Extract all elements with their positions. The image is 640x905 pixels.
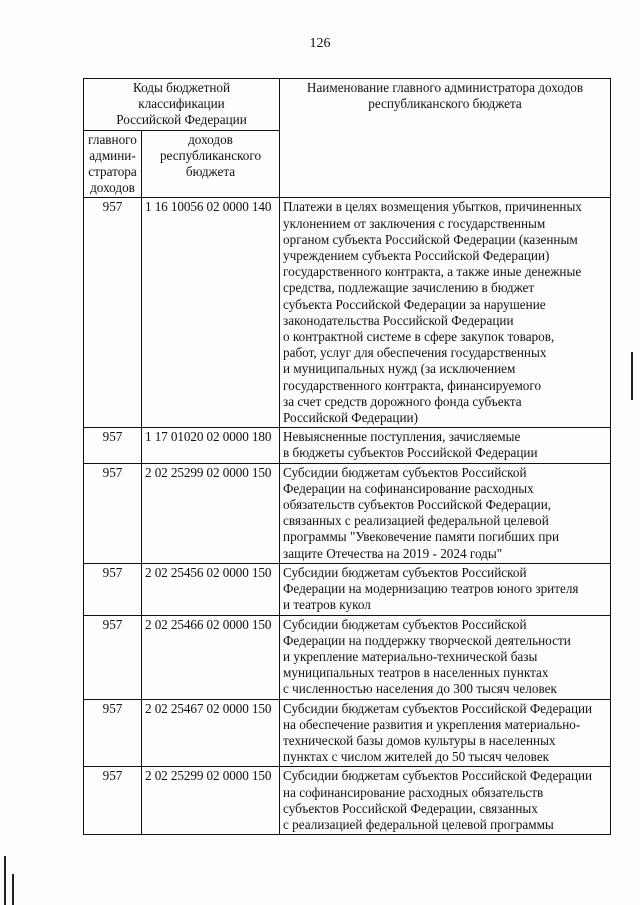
text-line: Федерации на модернизацию театров юного зрителя bbox=[283, 581, 579, 597]
text-line: Платежи в целях возмещения убытков, причиненных bbox=[283, 199, 582, 215]
text-line: Наименование главного администратора доходов bbox=[306, 80, 584, 95]
text-line: средства, подлежащие зачислению в бюджет bbox=[283, 280, 535, 296]
administrator-name-cell bbox=[280, 428, 611, 463]
text-line: на обеспечение развития и укрепления материально- bbox=[283, 716, 581, 732]
text-line: стратора bbox=[88, 164, 137, 180]
table-row bbox=[84, 615, 611, 699]
text-line: Российской Федерации bbox=[116, 112, 247, 128]
text-line: пунктах с числом жителей до 50 тысяч человек bbox=[283, 749, 550, 765]
text-line: субъектов Российской Федерации, связанных bbox=[283, 800, 538, 816]
header-codes-group bbox=[84, 79, 280, 131]
text-line: органом субъекта Российской Федерации (казенным bbox=[283, 231, 578, 247]
text-line: и муниципальных нужд (за исключением bbox=[283, 361, 516, 377]
income-code-cell: 2 02 25299 02 0000 150 bbox=[142, 767, 280, 835]
admin-code-cell: 957 bbox=[84, 428, 142, 463]
table-row bbox=[84, 699, 611, 767]
text-line: Субсидии бюджетам субъектов Российской bbox=[283, 464, 527, 480]
text-line: Субсидии бюджетам субъектов Российской bbox=[283, 564, 527, 580]
admin-code-cell: 957 bbox=[84, 198, 142, 428]
income-code-cell: 1 16 10056 02 0000 140 bbox=[142, 198, 280, 428]
income-code-cell: 2 02 25467 02 0000 150 bbox=[142, 699, 280, 767]
text-line: с реализацией федеральной целевой программы bbox=[283, 816, 554, 832]
text-line: Субсидии бюджетам субъектов Российской Федерации bbox=[283, 700, 593, 716]
administrator-name-cell bbox=[280, 198, 611, 428]
text-line: Российской Федерации) bbox=[283, 410, 418, 426]
text-line: законодательства Российской Федерации bbox=[283, 312, 514, 328]
text-line: Субсидии бюджетам субъектов Российской Федерации bbox=[283, 768, 593, 784]
text-line: работ, услуг для обеспечения государственных bbox=[283, 345, 547, 361]
text-line: Субсидии бюджетам субъектов Российской bbox=[283, 616, 527, 632]
administrator-name-cell bbox=[280, 463, 611, 563]
scan-margin-mark bbox=[4, 856, 6, 905]
scan-margin-mark bbox=[631, 352, 633, 400]
header-administrator-name bbox=[280, 79, 611, 198]
table-row bbox=[84, 767, 611, 835]
text-line: муниципальных театров в населенных пунктах bbox=[283, 665, 549, 681]
scan-margin-mark bbox=[12, 874, 14, 905]
text-line: республиканского bbox=[159, 147, 262, 163]
admin-code-cell: 957 bbox=[84, 699, 142, 767]
text-line: доходов bbox=[90, 180, 135, 196]
text-line: обязательств субъектов Российской Федерации, bbox=[283, 497, 552, 513]
text-line: государственного контракта, финансируемого bbox=[283, 377, 542, 393]
administrator-name-cell bbox=[280, 615, 611, 699]
table-row bbox=[84, 428, 611, 463]
text-line: Федерации на поддержку творческой деятельности bbox=[283, 632, 571, 648]
text-line: и укрепление материально-технической базы bbox=[283, 648, 538, 664]
text-line: доходов bbox=[188, 131, 233, 147]
text-line: классификации bbox=[138, 96, 225, 112]
administrator-name-cell bbox=[280, 699, 611, 767]
text-line: за счет средств дорожного фонда субъекта bbox=[283, 393, 522, 409]
text-line: учреждением субъекта Российской Федерации) bbox=[283, 248, 550, 264]
table-row bbox=[84, 463, 611, 563]
text-line: связанных с реализацией федеральной целевой bbox=[283, 513, 549, 529]
header-admin-code bbox=[84, 130, 142, 198]
budget-classification-table bbox=[83, 78, 611, 835]
admin-code-cell: 957 bbox=[84, 563, 142, 615]
text-line: технической базы домов культуры в населенных bbox=[283, 732, 556, 748]
text-line: главного bbox=[88, 131, 137, 147]
income-code-cell: 1 17 01020 02 0000 180 bbox=[142, 428, 280, 463]
text-line: бюджета bbox=[185, 164, 236, 180]
administrator-name-cell bbox=[280, 767, 611, 835]
table-row bbox=[84, 563, 611, 615]
administrator-name-cell bbox=[280, 563, 611, 615]
text-line: Невыясненные поступления, зачисляемые bbox=[283, 429, 521, 445]
admin-code-cell: 957 bbox=[84, 463, 142, 563]
admin-code-cell: 957 bbox=[84, 615, 142, 699]
table-header bbox=[84, 79, 611, 198]
text-line: с численностью населения до 300 тысяч человек bbox=[283, 681, 557, 697]
admin-code-cell: 957 bbox=[84, 767, 142, 835]
income-code-cell: 2 02 25466 02 0000 150 bbox=[142, 615, 280, 699]
text-line: программы "Увековечение памяти погибших при bbox=[283, 529, 560, 545]
text-line: республиканского бюджета bbox=[368, 96, 522, 112]
text-line: Федерации на софинансирование расходных bbox=[283, 480, 534, 496]
text-line: защите Отечества на 2019 - 2024 годы" bbox=[283, 545, 503, 561]
text-line: админи- bbox=[89, 147, 136, 163]
text-line: о контрактной системе в сфере закупок товаров, bbox=[283, 329, 555, 345]
text-line: и театров кукол bbox=[283, 597, 371, 613]
text-line: государственного контракта, а также иные денежные bbox=[283, 264, 582, 280]
table-row bbox=[84, 198, 611, 428]
text-line: уклонением от заключения с государственным bbox=[283, 215, 546, 231]
text-line: в бюджеты субъектов Российской Федерации bbox=[283, 445, 538, 461]
income-code-cell: 2 02 25456 02 0000 150 bbox=[142, 563, 280, 615]
income-code-cell: 2 02 25299 02 0000 150 bbox=[142, 463, 280, 563]
text-line: Коды бюджетной bbox=[132, 80, 231, 95]
table-body bbox=[84, 198, 611, 835]
header-income-code bbox=[142, 130, 280, 198]
text-line: субъекта Российской Федерации за нарушение bbox=[283, 296, 546, 312]
text-line: на софинансирование расходных обязательств bbox=[283, 784, 544, 800]
page-number: 126 bbox=[309, 36, 331, 51]
